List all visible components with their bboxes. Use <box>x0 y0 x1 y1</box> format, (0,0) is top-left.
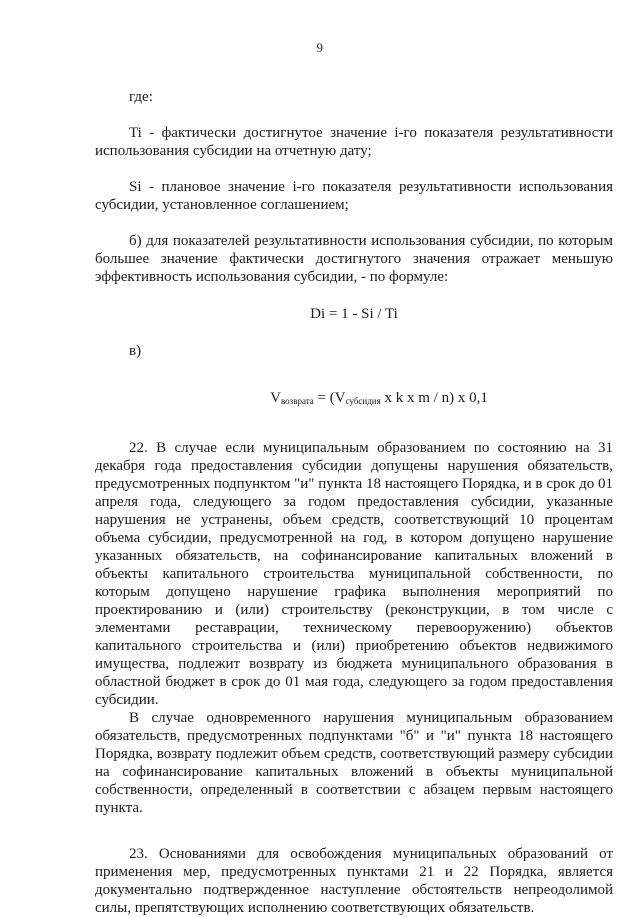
si-definition: Si - плановое значение i-го показателя результативности использования субсидии, установленное соглашением; <box>95 179 613 213</box>
document-body <box>95 88 613 917</box>
paragraph-23: 23. Основаниями для освобождения муниципальных образований от применения мер, предусмотренных пунктами 21 и 22 Порядка, является документально подтвержденное наступление обстоятельств непреодолимой силы, препятствующих исполнению соответствующих обязательств. <box>95 846 613 916</box>
formula-v-lhs: V <box>270 390 281 406</box>
formula-v-lhs-sub: возврата <box>280 396 314 406</box>
formula-v-mid: = (V <box>313 390 346 406</box>
formula-v-mid-sub: субсидия <box>345 396 381 406</box>
ti-definition: Ti - фактически достигнутое значение i-го показателя результативности использования субсидии на отчетную дату; <box>95 125 613 159</box>
label-v: в) <box>129 343 142 359</box>
formula-v-rhs: x k x m / n) x 0,1 <box>380 390 488 406</box>
formula-v-return <box>95 388 613 411</box>
paragraph-22-continuation: В случае одновременного нарушения муниципальным образованием обязательств, предусмотренных подпунктами "б" и "и" пункта 18 настоящего Порядка, возврату подлежит объем средств, соответствующий размеру субсидии на софинансирование капитальных вложений в объекты муниципальной собственности, определенный в соответствии с абзацем первым настоящего пункта. <box>95 710 613 816</box>
paragraph-b: б) для показателей результативности использования субсидии, по которым большее значение фактически достигнутого значения отражает меньшую эффективность использования субсидии, - по формуле: <box>95 233 613 285</box>
paragraph-22: 22. В случае если муниципальным образованием по состоянию на 31 декабря года предоставления субсидии допущены нарушения обязательств, предусмотренных подпунктом "и" пункта 18 настоящего Порядка, и в срок до 01 апреля года, следующего за годом предоставления субсидии, указанные нарушения не устранены, объем средств, соответствующий 10 процентам объема субсидии, предусмотренной на год, в котором допущено нарушение указанных обязательств, на софинансирование капитальных вложений в объекты капитального строительства муниципальной собственности, по которым допущено нарушение графика выполнения мероприятий по проектированию и (или) строительству (реконструкции, в том числе с элементами реставрации, техническому перевооружению) объектов капитального строительства и (или) приобретению объектов недвижимого имущества, подлежит возврату из бюджета муниципального образования в областной бюджет в срок до 01 мая года, следующего за годом предоставления субсидии. <box>95 440 613 708</box>
where-label: где: <box>129 89 153 105</box>
page-number: 9 <box>316 40 324 55</box>
formula-di: Di = 1 - Si / Ti <box>310 306 398 322</box>
